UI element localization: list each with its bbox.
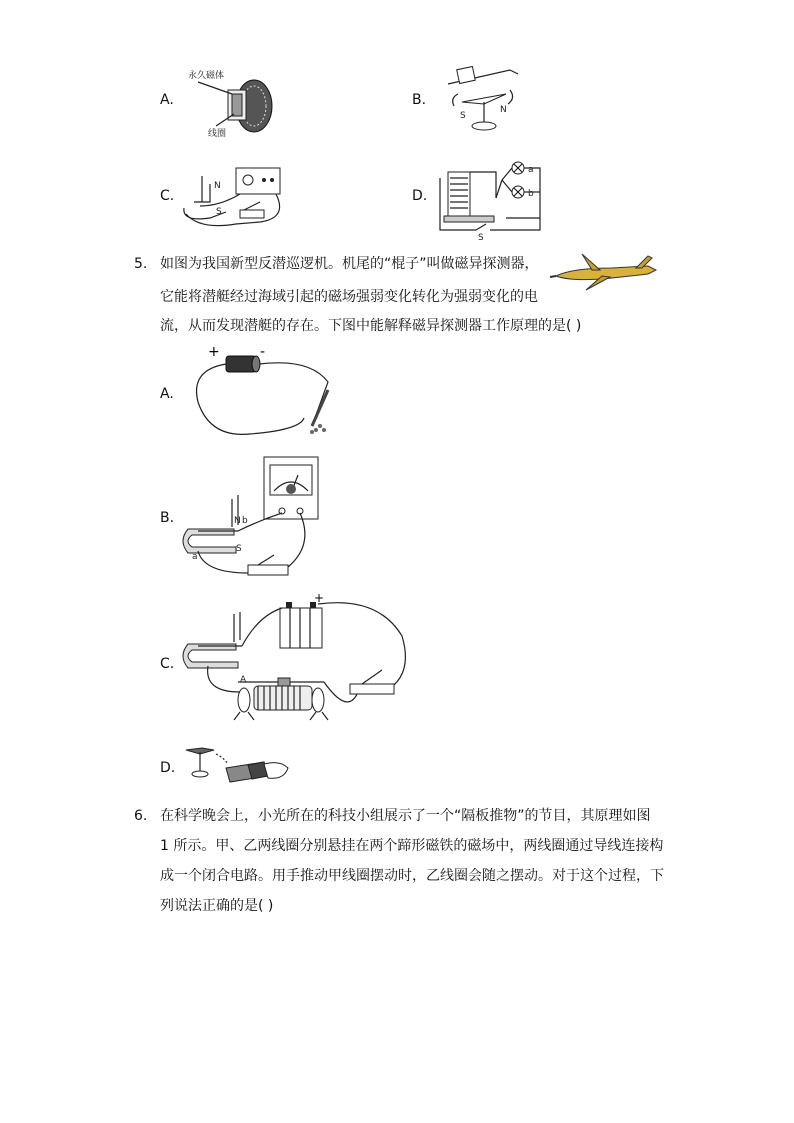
svg-text:N: N (500, 105, 507, 115)
svg-text:S: S (460, 111, 466, 121)
q5-option-d-figure (184, 744, 292, 788)
q5-option-a-letter: A. (160, 386, 174, 402)
relay-circuit-diagram (436, 158, 546, 243)
magnet-needle-diagram (184, 744, 292, 788)
q5-line-2: 它能将潜艇经过海域引起的磁场强弱变化转化为强弱变化的电 (160, 289, 538, 305)
q5-line-3: 流，从而发现潜艇的存在。下图中能解释磁异探测器工作原理的是( ) (160, 318, 582, 334)
svg-text:-: - (260, 344, 266, 360)
earphone-diagram (188, 68, 278, 138)
q5-option-b-letter: B. (160, 510, 175, 526)
svg-text:S: S (236, 544, 242, 554)
svg-text:A: A (240, 675, 247, 685)
q5-option-d-letter: D. (160, 760, 176, 776)
q5-number: 5. (134, 256, 148, 272)
svg-text:N: N (234, 516, 241, 526)
q6-number: 6. (134, 808, 148, 824)
q4-option-d-letter: D. (412, 188, 428, 204)
svg-text:a: a (528, 165, 534, 175)
q4-option-a-letter: A. (160, 92, 174, 108)
q4-option-d-figure (436, 158, 546, 243)
q4-option-c-letter: C. (160, 188, 175, 204)
q6-line-3: 成一个闭合电路。用手推动甲线圈摆动时，乙线圈会随之摆动。对于这个过程，下 (160, 868, 664, 884)
svg-text:a: a (192, 552, 198, 562)
battery-wire-diagram (180, 342, 340, 442)
svg-text:b: b (528, 189, 534, 199)
q6-line-1: 在科学晚会上，小光所在的科技小组展示了一个“隔板推物”的节目，其原理如图 (160, 808, 651, 824)
q5-line-1: 如图为我国新型反潜巡逻机。机尾的“棍子”叫做磁异探测器， (160, 256, 539, 272)
patrol-aircraft-image (552, 250, 660, 292)
oersted-compass-diagram (440, 62, 530, 137)
q5-option-c-letter: C. (160, 656, 175, 672)
q6-line-2: 1 所示。甲、乙两线圈分别悬挂在两个蹄形磁铁的磁场中，两线圈通过导线连接构 (160, 838, 664, 854)
q5-option-b-figure (178, 455, 328, 580)
induction-meter-diagram (180, 162, 290, 234)
svg-text:N: N (214, 181, 221, 191)
q4-option-b-figure (440, 62, 530, 137)
svg-text:+: + (208, 344, 220, 360)
svg-text:S: S (216, 207, 222, 217)
q4-option-c-figure (180, 162, 290, 234)
q5-option-c-figure (178, 591, 410, 728)
permanent-magnet-label: 永久磁体 (188, 71, 225, 81)
svg-text:b: b (242, 516, 248, 526)
galvanometer-induction-diagram (178, 455, 328, 580)
svg-text:+: + (314, 591, 325, 605)
q4-option-b-letter: B. (412, 92, 427, 108)
svg-text:S: S (478, 233, 484, 243)
q5-option-a-figure (180, 342, 340, 442)
motor-circuit-diagram (178, 591, 410, 728)
q6-line-4: 列说法正确的是( ) (160, 898, 274, 914)
coil-label: 线圈 (208, 129, 227, 139)
q4-option-a-figure (188, 68, 278, 138)
